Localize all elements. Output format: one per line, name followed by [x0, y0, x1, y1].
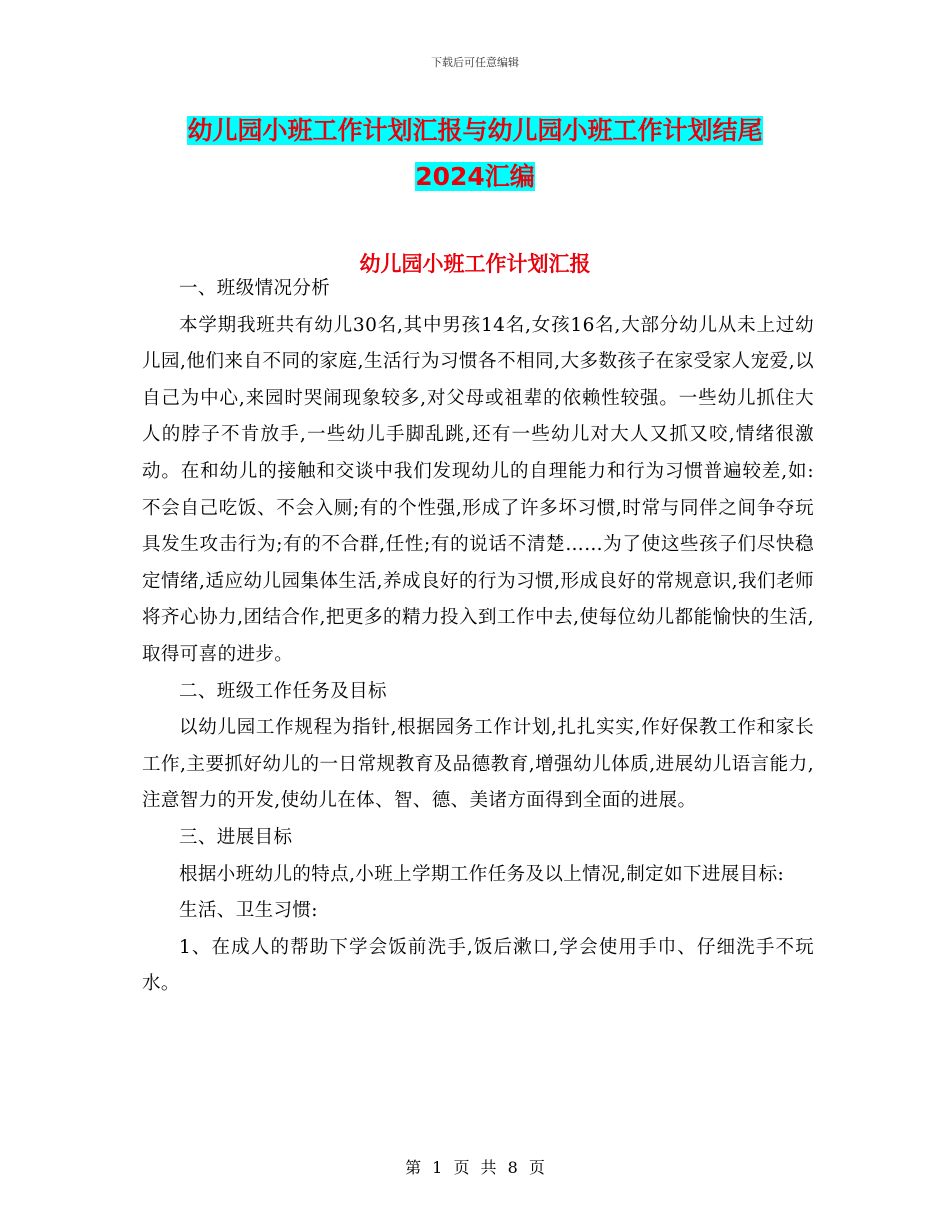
- section-heading: 幼儿园小班工作计划汇报: [359, 252, 591, 276]
- document-title: [140, 108, 810, 200]
- page-header-note: 下载后可任意编辑: [431, 56, 519, 69]
- heading-class-tasks: 二、班级工作任务及目标: [179, 680, 387, 702]
- subheading-hygiene-habits: 生活、卫生习惯:: [179, 900, 318, 922]
- heading-class-situation: 一、班级情况分析: [179, 278, 331, 299]
- paragraph-development-goals: 根据小班幼儿的特点,小班上学期工作任务及以上情况,制定如下进展目标:: [179, 863, 785, 885]
- paragraph-class-situation: 本学期我班共有幼儿30名,其中男孩14名,女孩16名,大部分幼儿从未上过幼儿园,他们来自不同的家庭,生活行为习惯各不相同,大多数孩子在家受家人宠爱,以自己为中心,来园时哭闹现象较多,对父母或祖辈的依赖性较强。一些幼儿抓住大人的脖子不肯放手,一些幼儿手脚乱跳,还有一些幼儿对大人又抓又咬,情绪很激动。在和幼儿的接触和交谈中我们发现幼儿的自理能力和行为习惯普遍较差,如:不会自己吃饭、不会入厕;有的个性强,形成了许多坏习惯,时常与同伴之间争夺玩具发生攻击行为;有的不合群,任性;有的说话不清楚……为了使这些孩子们尽快稳定情绪,适应幼儿园集体生活,养成良好的行为习惯,形成良好的常规意识,我们老师将齐心协力,团结合作,把更多的精力投入到工作中去,使每位幼儿都能愉快的生活,取得可喜的进步。: [142, 314, 814, 665]
- list-item-hygiene-1: 1、在成人的帮助下学会饭前洗手,饭后漱口,学会使用手巾、仔细洗手不玩水。: [142, 936, 814, 995]
- page-number: 第 1 页 共 8 页: [405, 1158, 545, 1177]
- heading-development-goals: 三、进展目标: [179, 826, 293, 848]
- document-body: [142, 271, 814, 1003]
- document-title-line-1: 幼儿园小班工作计划汇报与幼儿园小班工作计划结尾: [187, 116, 763, 145]
- paragraph-class-tasks: 以幼儿园工作规程为指针,根据园务工作计划,扎扎实实,作好保教工作和家长工作,主要抓好幼儿的一日常规教育及品德教育,增强幼儿体质,进展幼儿语言能力,注意智力的开发,使幼儿在体、智、德、美诸方面得到全面的进展。: [142, 717, 814, 812]
- document-title-line-2: 2024汇编: [415, 162, 535, 191]
